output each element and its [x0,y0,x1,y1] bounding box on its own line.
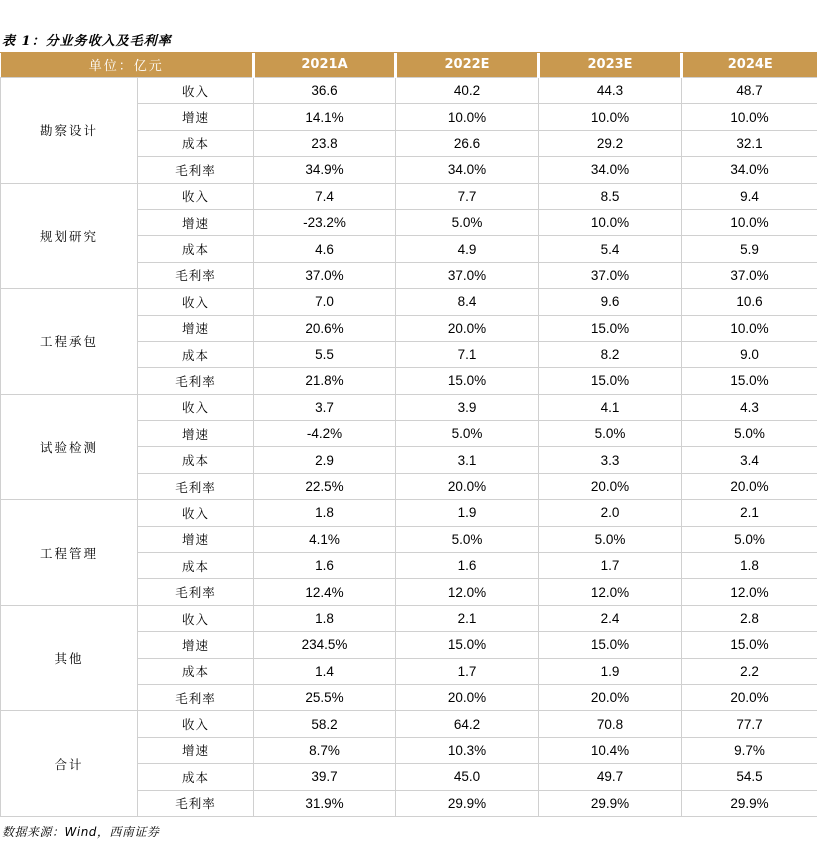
value-cell: 29.9% [682,790,817,816]
value-cell: 1.6 [396,553,539,579]
metric-label-cell: 增速 [138,315,254,341]
value-cell: 26.6 [396,130,539,156]
table-row [1,711,817,737]
value-cell: 10.6 [682,289,817,315]
value-cell: 20.0% [396,684,539,710]
metric-label-cell: 收入 [138,605,254,631]
value-cell: 1.4 [254,658,396,684]
value-cell: 34.9% [254,157,396,183]
value-cell: 20.0% [539,473,682,499]
value-cell: 7.4 [254,183,396,209]
value-cell: 25.5% [254,684,396,710]
value-cell: -23.2% [254,209,396,235]
value-cell: 48.7 [682,78,817,104]
table-header-row [1,52,817,78]
value-cell: 1.9 [539,658,682,684]
value-cell: 15.0% [682,632,817,658]
metric-label-cell: 毛利率 [138,368,254,394]
value-cell: 45.0 [396,764,539,790]
metric-label-cell: 毛利率 [138,684,254,710]
metric-label-cell: 成本 [138,341,254,367]
value-cell: 5.0% [539,421,682,447]
value-cell: 37.0% [396,262,539,288]
segment-name-cell: 工程承包 [1,289,138,395]
metric-label-cell: 成本 [138,130,254,156]
metric-label-cell: 增速 [138,104,254,130]
value-cell: 2.0 [539,500,682,526]
value-cell: 15.0% [539,368,682,394]
value-cell: 12.0% [539,579,682,605]
metric-label-cell: 成本 [138,236,254,262]
value-cell: 20.0% [682,684,817,710]
metric-label-cell: 增速 [138,737,254,763]
value-cell: 3.9 [396,394,539,420]
table-row [1,500,817,526]
value-cell: 5.0% [539,526,682,552]
value-cell: 8.7% [254,737,396,763]
metric-label-cell: 增速 [138,209,254,235]
value-cell: 37.0% [682,262,817,288]
value-cell: 20.0% [682,473,817,499]
header-top-rule [0,52,817,53]
value-cell: 1.8 [682,553,817,579]
unit-header: 单位：亿元 [1,52,254,78]
metric-label-cell: 收入 [138,711,254,737]
value-cell: 31.9% [254,790,396,816]
value-cell: 20.0% [396,473,539,499]
metric-label-cell: 毛利率 [138,157,254,183]
value-cell: 15.0% [396,368,539,394]
value-cell: 32.1 [682,130,817,156]
metric-label-cell: 成本 [138,658,254,684]
value-cell: 58.2 [254,711,396,737]
value-cell: 4.3 [682,394,817,420]
value-cell: 3.7 [254,394,396,420]
year-header: 2024E [682,52,817,78]
value-cell: 23.8 [254,130,396,156]
metric-label-cell: 增速 [138,421,254,447]
value-cell: 4.9 [396,236,539,262]
value-cell: 10.0% [682,209,817,235]
value-cell: 3.1 [396,447,539,473]
value-cell: 10.4% [539,737,682,763]
value-cell: 5.4 [539,236,682,262]
value-cell: 5.0% [682,421,817,447]
source-note: 数据来源：Wind，西南证券 [2,825,160,839]
value-cell: 2.9 [254,447,396,473]
value-cell: 12.4% [254,579,396,605]
segment-name-cell: 规划研究 [1,183,138,289]
value-cell: 12.0% [682,579,817,605]
value-cell: 10.0% [539,209,682,235]
value-cell: 39.7 [254,764,396,790]
value-cell: 7.7 [396,183,539,209]
value-cell: 4.6 [254,236,396,262]
year-header: 2022E [396,52,539,78]
value-cell: 5.5 [254,341,396,367]
value-cell: 70.8 [539,711,682,737]
value-cell: 5.0% [682,526,817,552]
metric-label-cell: 成本 [138,764,254,790]
value-cell: 15.0% [539,632,682,658]
metric-label-cell: 增速 [138,526,254,552]
value-cell: 29.9% [396,790,539,816]
table-caption: 表 1：分业务收入及毛利率 [2,34,172,49]
metric-label-cell: 收入 [138,183,254,209]
value-cell: 8.4 [396,289,539,315]
table-row [1,605,817,631]
value-cell: 9.7% [682,737,817,763]
value-cell: 77.7 [682,711,817,737]
metric-label-cell: 成本 [138,553,254,579]
value-cell: 34.0% [682,157,817,183]
value-cell: 20.0% [539,684,682,710]
value-cell: 1.8 [254,605,396,631]
metric-label-cell: 收入 [138,78,254,104]
value-cell: -4.2% [254,421,396,447]
value-cell: 15.0% [396,632,539,658]
value-cell: 2.1 [682,500,817,526]
year-header: 2021A [254,52,396,78]
value-cell: 5.9 [682,236,817,262]
value-cell: 15.0% [682,368,817,394]
value-cell: 9.0 [682,341,817,367]
value-cell: 1.6 [254,553,396,579]
value-cell: 20.0% [396,315,539,341]
value-cell: 10.0% [539,104,682,130]
value-cell: 10.0% [682,104,817,130]
value-cell: 5.0% [396,421,539,447]
metric-label-cell: 增速 [138,632,254,658]
revenue-table-frame [0,52,817,817]
value-cell: 5.0% [396,526,539,552]
value-cell: 9.4 [682,183,817,209]
value-cell: 8.2 [539,341,682,367]
segment-name-cell: 试验检测 [1,394,138,500]
value-cell: 1.7 [539,553,682,579]
metric-label-cell: 收入 [138,394,254,420]
value-cell: 3.4 [682,447,817,473]
segment-name-cell: 合计 [1,711,138,817]
value-cell: 234.5% [254,632,396,658]
metric-label-cell: 毛利率 [138,262,254,288]
value-cell: 54.5 [682,764,817,790]
value-cell: 34.0% [539,157,682,183]
segment-name-cell: 工程管理 [1,500,138,606]
value-cell: 3.3 [539,447,682,473]
metric-label-cell: 毛利率 [138,473,254,499]
table-body [1,78,817,817]
value-cell: 22.5% [254,473,396,499]
value-cell: 7.0 [254,289,396,315]
metric-label-cell: 收入 [138,500,254,526]
value-cell: 36.6 [254,78,396,104]
value-cell: 12.0% [396,579,539,605]
table-row [1,183,817,209]
value-cell: 9.6 [539,289,682,315]
segment-name-cell: 其他 [1,605,138,711]
value-cell: 5.0% [396,209,539,235]
value-cell: 4.1% [254,526,396,552]
value-cell: 34.0% [396,157,539,183]
value-cell: 1.8 [254,500,396,526]
value-cell: 2.1 [396,605,539,631]
value-cell: 10.0% [682,315,817,341]
year-header: 2023E [539,52,682,78]
table-row [1,289,817,315]
metric-label-cell: 毛利率 [138,579,254,605]
value-cell: 2.8 [682,605,817,631]
value-cell: 2.4 [539,605,682,631]
table-row [1,78,817,104]
value-cell: 8.5 [539,183,682,209]
value-cell: 14.1% [254,104,396,130]
value-cell: 40.2 [396,78,539,104]
value-cell: 21.8% [254,368,396,394]
metric-label-cell: 成本 [138,447,254,473]
table-row [1,394,817,420]
value-cell: 4.1 [539,394,682,420]
metric-label-cell: 毛利率 [138,790,254,816]
value-cell: 7.1 [396,341,539,367]
value-cell: 10.0% [396,104,539,130]
value-cell: 44.3 [539,78,682,104]
value-cell: 2.2 [682,658,817,684]
value-cell: 10.3% [396,737,539,763]
value-cell: 49.7 [539,764,682,790]
value-cell: 29.9% [539,790,682,816]
value-cell: 37.0% [539,262,682,288]
value-cell: 15.0% [539,315,682,341]
value-cell: 64.2 [396,711,539,737]
revenue-margin-table [0,52,817,817]
value-cell: 1.9 [396,500,539,526]
segment-name-cell: 勘察设计 [1,78,138,184]
value-cell: 29.2 [539,130,682,156]
metric-label-cell: 收入 [138,289,254,315]
value-cell: 37.0% [254,262,396,288]
value-cell: 20.6% [254,315,396,341]
value-cell: 1.7 [396,658,539,684]
